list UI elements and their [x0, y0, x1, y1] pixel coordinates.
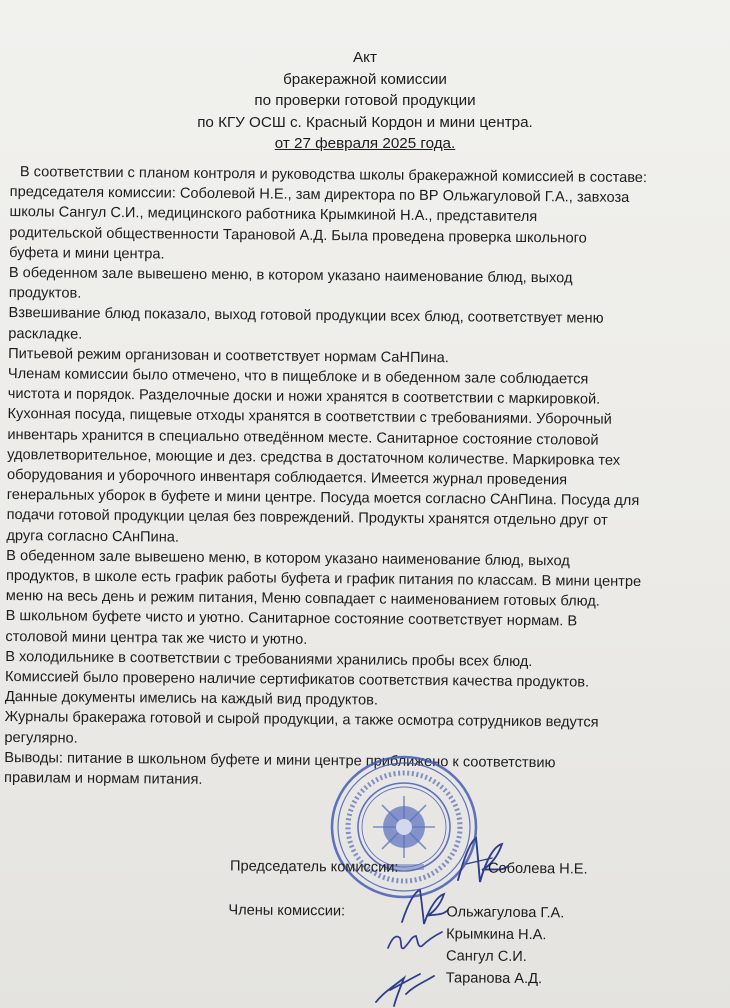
member-name: Таранова А.Д.: [445, 970, 543, 988]
body-line: друга согласно САнПина.: [6, 527, 180, 546]
body-line: столовой мини центра так же чисто и уютно.: [5, 628, 308, 648]
chair-signature-line: [230, 858, 590, 883]
document-header: [0, 47, 730, 155]
body-line: Выводы: питание в школьном буфете и мини центре приближено к соответствию: [4, 749, 556, 772]
body-line: председателя комиссии: Соболевой Н.Е., зам директора по ВР Ольжагуловой Г.А., завхоза: [9, 184, 630, 207]
body-line: раскладке.: [8, 325, 83, 343]
body-line: регулярно.: [4, 729, 78, 747]
body-line: Данные документы имелись на каждый вид продуктов.: [4, 689, 379, 709]
body-line: В обеденном зале вывешено меню, в котором указано наименование блюд, выход: [8, 265, 573, 287]
act-subtitle-check: по проверки готовой продукции: [254, 92, 476, 109]
body-line: продуктов, в школе есть график работы буфета и график питания по классам. В мини центре: [5, 568, 642, 591]
member-name: Крымкина Н.А.: [446, 926, 547, 944]
body-line: чистота и порядок. Разделочные доски и ножи хранятся в соответствии с маркировкой.: [7, 386, 601, 408]
body-line: родительской общественности Тарановой А.Д. Была проведена проверка школьного: [9, 224, 587, 247]
act-subtitle-school: по КГУ ОСШ с. Красный Кордон и мини центра.: [197, 113, 533, 131]
body-line: школы Сангул С.И., медицинского работника Крымкиной Н.А., представителя: [9, 204, 538, 226]
body-line: Комиссией было проверено наличие сертификатов соответствия качества продуктов.: [4, 669, 590, 691]
act-date: от 27 февраля 2025 года.: [274, 135, 456, 152]
chair-name: Соболева Н.Е.: [487, 860, 588, 878]
body-line: инвентарь хранится в специально отведённом месте. Санитарное состояние столовой: [7, 426, 599, 449]
chair-label: Председатель комиссии:: [229, 858, 399, 876]
body-line: Взвешивание блюд показало, выход готовой продукции всех блюд, соответствует меню: [8, 305, 604, 328]
body-line: продуктов.: [8, 285, 82, 302]
body-line: генеральных уборок в буфете и мини центре. Посуда моется согласно САнПина. Посуда для: [6, 487, 640, 510]
body-line: оборудования и уборочного инвентаря соблюдается. Имеется журнал проведения: [6, 467, 568, 489]
body-line: Питьевой режим организован и соответствует нормам СаНПина.: [8, 345, 449, 367]
member-name: Ольжагулова Г.А.: [446, 904, 565, 922]
members-signature-block: [228, 902, 589, 1005]
body-line: буфета и мини центра.: [9, 244, 165, 263]
body-line: В обеденном зале вывешено меню, в котором указано наименование блюд, выход: [6, 547, 570, 570]
body-line: правилам и нормам питания.: [4, 770, 203, 788]
body-line: меню на весь день и режим питания, Меню совпадает с наименованием готовых блюд.: [5, 588, 600, 610]
body-line: Кухонная посуда, пищевые отходы хранятся в соответствии с требованиями. Уборочный: [7, 406, 612, 429]
body-line: Журналы бракеража готовой и сырой продукции, а также осмотра сотрудников ведутся: [4, 709, 599, 732]
act-title: Акт: [353, 49, 377, 66]
members-label: Члены комиссии:: [228, 902, 346, 920]
body-line: Членам комиссии было отмечено, что в пищеблоке и в обеденном зале соблюдается: [7, 366, 589, 388]
act-body: [4, 162, 722, 795]
body-line: удовлетворительное, моющие и дез. средства в достаточном количестве. Маркировка тех: [7, 446, 621, 469]
body-line: подачи готовой продукции целая без повреждений. Продукты хранятся отдельно друг от: [6, 507, 608, 530]
body-line: В школьном буфете чисто и уютно. Санитарное состояние соответствует нормам. В: [5, 608, 578, 630]
act-subtitle-commission: бракеражной комиссии: [283, 70, 447, 88]
body-line: В соответствии с планом контроля и руководства школы бракеражной комиссией в составе:: [19, 164, 648, 187]
body-line: В холодильнике в соответствии с требованиями хранились пробы всех блюд.: [5, 648, 533, 670]
member-name: Сангул С.И.: [445, 948, 527, 966]
